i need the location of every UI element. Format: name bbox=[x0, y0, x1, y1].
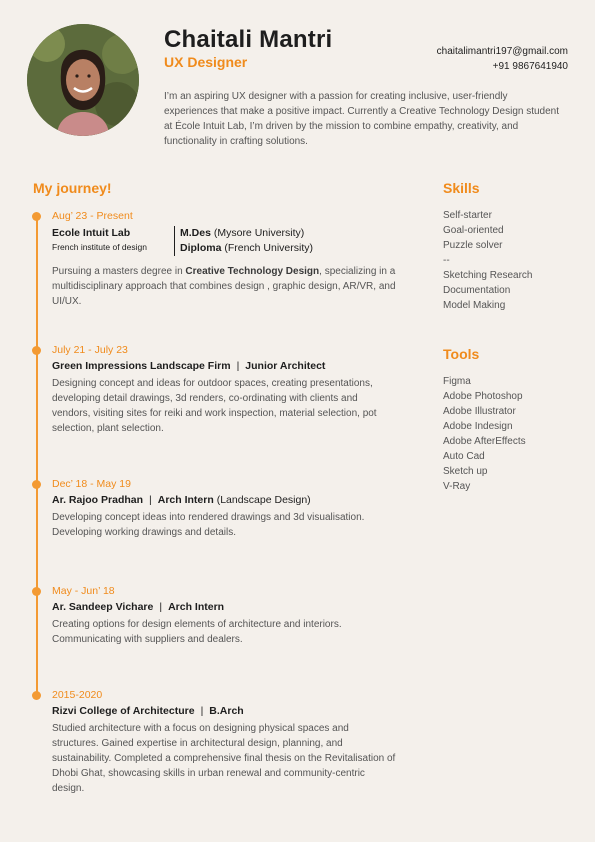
tools-list bbox=[443, 374, 526, 494]
education-entry bbox=[52, 689, 397, 796]
entry-heading bbox=[52, 360, 397, 372]
skill-item: Documentation bbox=[443, 285, 511, 296]
skill-item: Model Making bbox=[443, 300, 506, 311]
experience-entry bbox=[52, 585, 397, 647]
separator: | bbox=[149, 494, 152, 506]
entry-heading bbox=[52, 494, 397, 506]
candidate-name: Chaitali Mantri bbox=[164, 26, 333, 53]
entry-extra: (Landscape Design) bbox=[213, 494, 311, 506]
degree-2-name: Diploma bbox=[180, 242, 222, 254]
entry-description: Designing concept and ideas for outdoor spaces, creating presentations, developing detail drawings, 3d renders, co-ordinating with clients and vendors, visiting sites for reiki and work inspection, material selection, pot selection, plant selection. bbox=[52, 378, 377, 434]
timeline-dot bbox=[32, 587, 41, 596]
entry-org: Ar. Sandeep Vichare bbox=[52, 601, 154, 613]
timeline-dot bbox=[32, 480, 41, 489]
entry-title: B.Arch bbox=[209, 705, 244, 717]
journey-title: My journey! bbox=[33, 180, 112, 196]
desc-text: , specializing in a multidisciplinary approach that combines design , graphic design, AR/VR, and UI/UX. bbox=[52, 266, 396, 307]
separator: | bbox=[200, 705, 204, 717]
entry-org: Green Impressions Landscape Firm bbox=[52, 360, 231, 372]
entry-date: July 21 - July 23 bbox=[52, 344, 128, 356]
tool-item: Adobe Illustrator bbox=[443, 406, 516, 417]
desc-text: Pursuing a masters degree in bbox=[52, 266, 186, 277]
skill-item: Sketching Research bbox=[443, 270, 533, 281]
education-current-entry bbox=[52, 210, 397, 309]
timeline-dot bbox=[32, 691, 41, 700]
profile-photo bbox=[27, 24, 139, 136]
tools-title: Tools bbox=[443, 346, 480, 362]
tool-item: Auto Cad bbox=[443, 451, 485, 462]
degrees-block bbox=[174, 226, 313, 256]
tool-item: Sketch up bbox=[443, 466, 488, 477]
candidate-role: UX Designer bbox=[164, 54, 248, 70]
phone-number: +91 9867641940 bbox=[492, 61, 568, 72]
email-link[interactable]: chaitalimantri197@gmail.com bbox=[436, 46, 568, 57]
entry-heading bbox=[52, 601, 397, 613]
entry-org: Ar. Rajoo Pradhan bbox=[52, 494, 144, 506]
entry-date: May - Jun’ 18 bbox=[52, 585, 115, 597]
entry-title: Junior Architect bbox=[245, 360, 326, 372]
degree-2 bbox=[180, 241, 313, 256]
contact-block bbox=[437, 44, 568, 74]
entry-description: Developing concept ideas into rendered drawings and 3d visualisation. Developing working drawings and details. bbox=[52, 512, 365, 538]
degree-1 bbox=[180, 226, 313, 241]
entry-title: Arch Intern bbox=[168, 601, 225, 613]
experience-entry bbox=[52, 344, 397, 436]
entry-org: Rizvi College of Architecture bbox=[52, 705, 195, 717]
tool-item: Adobe AfterEffects bbox=[443, 436, 526, 447]
separator: | bbox=[236, 360, 240, 372]
entry-date: Aug’ 23 - Present bbox=[52, 210, 133, 222]
school-block bbox=[52, 226, 174, 254]
timeline-dot bbox=[32, 346, 41, 355]
skills-title: Skills bbox=[443, 180, 480, 196]
tool-item: V-Ray bbox=[443, 481, 471, 492]
entry-date: 2015-2020 bbox=[52, 689, 103, 701]
skills-list bbox=[443, 208, 533, 313]
entry-description: Studied architecture with a focus on designing physical spaces and structures. Gained expertise in architectural design, planning, and sustainability. Completed a comprehensive final thesis on the Revitalisation of Dhobi Ghat, showcasing skills in urban renewal and community-centric design. bbox=[52, 723, 396, 794]
entry-description: Creating options for design elements of architecture and interiors. Communicating with suppliers and dealers. bbox=[52, 619, 342, 645]
skill-item: Puzzle solver bbox=[443, 240, 503, 251]
education-details bbox=[52, 226, 397, 256]
degree-2-university: (French University) bbox=[221, 242, 314, 254]
timeline-dot bbox=[32, 212, 41, 221]
degree-1-name: M.Des bbox=[180, 227, 211, 239]
tool-item: Adobe Photoshop bbox=[443, 391, 523, 402]
entry-description bbox=[52, 264, 397, 309]
tool-item: Adobe Indesign bbox=[443, 421, 513, 432]
degree-1-university: (Mysore University) bbox=[210, 227, 305, 239]
skill-item: Self-starter bbox=[443, 210, 492, 221]
profile-summary: I’m an aspiring UX designer with a passion for creating inclusive, user-friendly experiences that make a positive impact. Currently a Creative Technology Design student at École Intuit Lab, I’m driven by the mission to combine empathy, creativity, and functionality in crafting solutions. bbox=[164, 91, 560, 147]
school-name: Ecole Intuit Lab bbox=[52, 227, 131, 239]
desc-highlight: Creative Technology Design bbox=[185, 266, 320, 277]
entry-heading bbox=[52, 705, 397, 717]
entry-title: Arch Intern bbox=[157, 494, 214, 506]
entry-date: Dec’ 18 - May 19 bbox=[52, 478, 131, 490]
tool-item: Figma bbox=[443, 376, 471, 387]
school-subtitle: French institute of design bbox=[52, 242, 147, 252]
experience-entry bbox=[52, 478, 397, 540]
timeline-line bbox=[36, 216, 38, 694]
skill-item: -- bbox=[443, 255, 450, 266]
skill-item: Goal-oriented bbox=[443, 225, 504, 236]
separator: | bbox=[159, 601, 163, 613]
